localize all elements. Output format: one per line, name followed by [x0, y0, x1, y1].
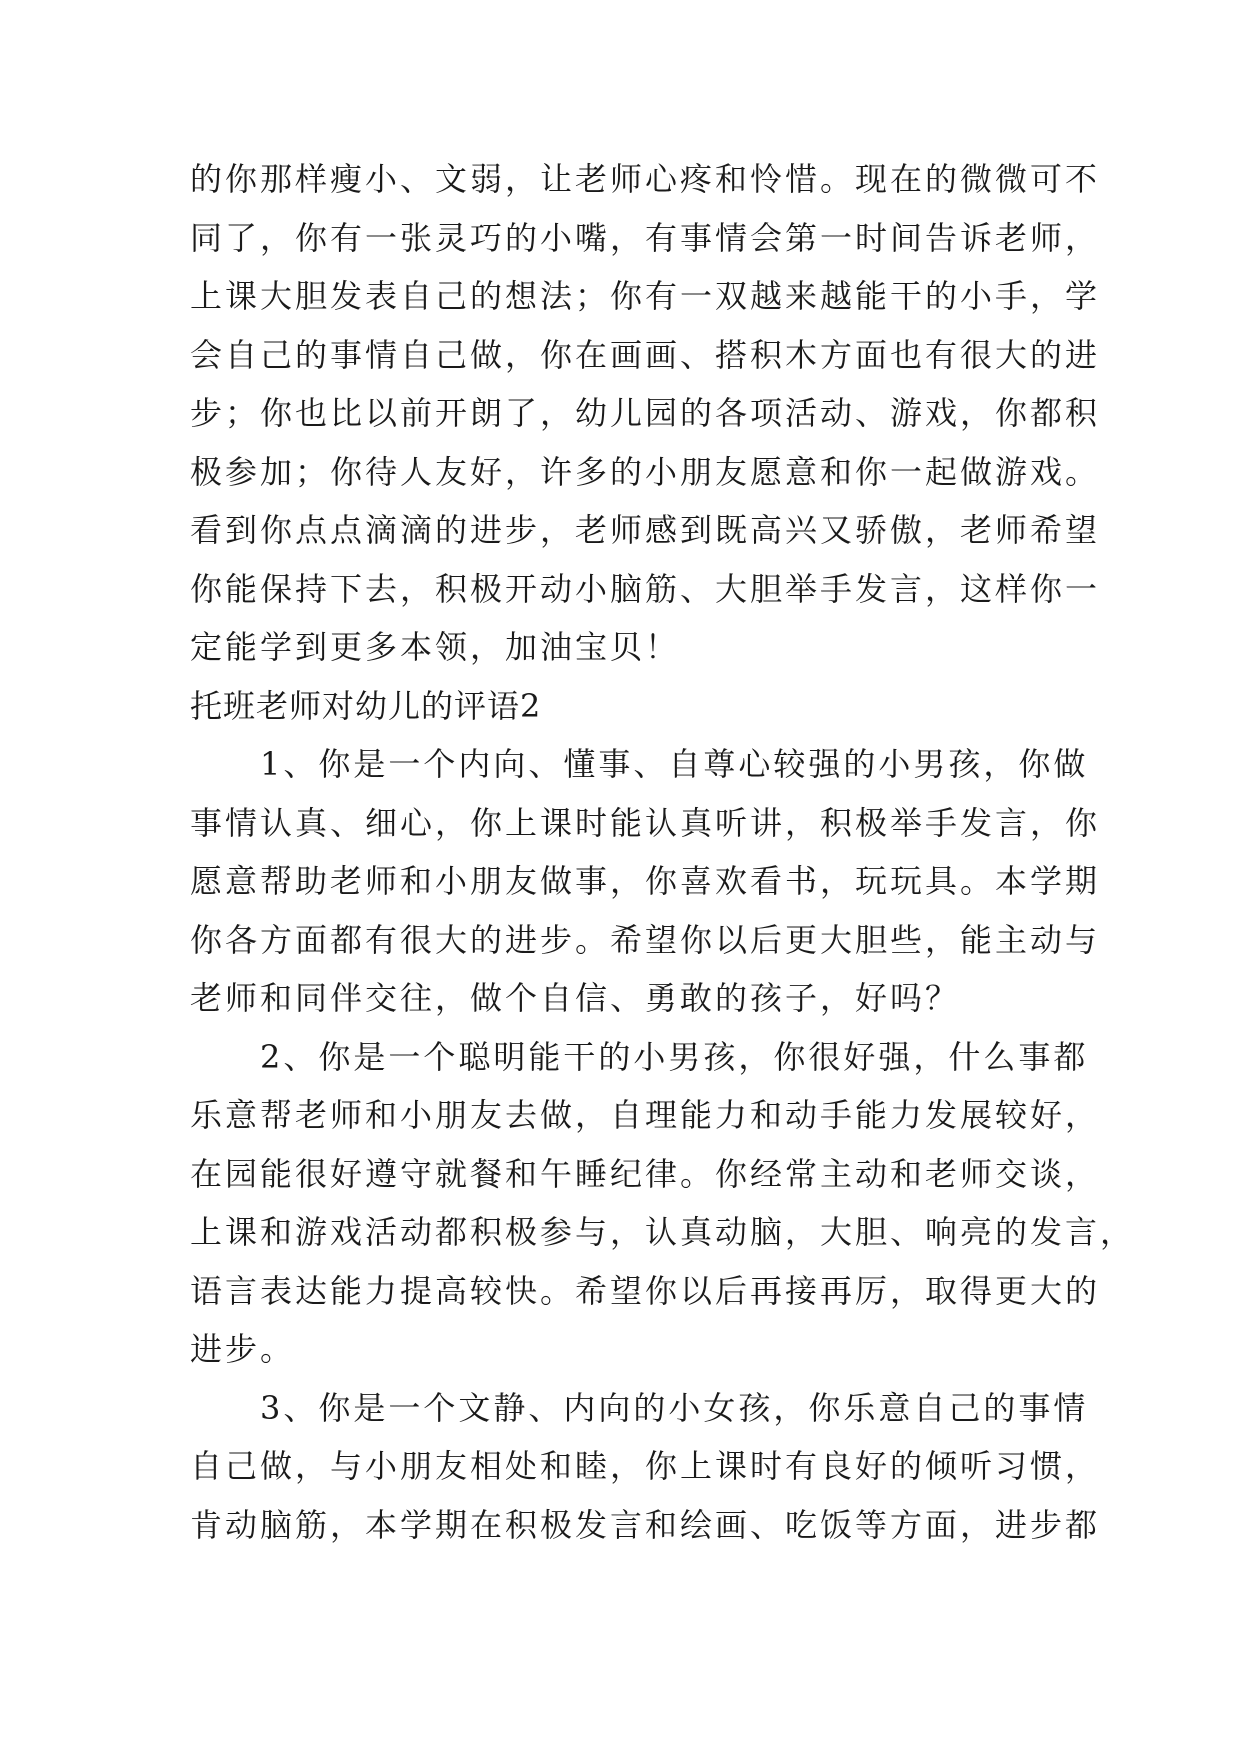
- text-line: 乐意帮老师和小朋友去做，自理能力和动手能力发展较好，: [190, 1096, 1101, 1134]
- text-line: 在园能很好遵守就餐和午睡纪律。你经常主动和老师交谈，: [190, 1154, 1101, 1193]
- paragraph-continued: [190, 150, 1101, 677]
- document-body: [190, 150, 1136, 1554]
- text-line: 1、你是一个内向、懂事、自尊心较强的小男孩，你做: [190, 745, 1089, 783]
- text-line: 进步。: [190, 1330, 296, 1368]
- text-line: 你能保持下去，积极开动小脑筋、大胆举手发言，这样你一: [190, 569, 1101, 608]
- text-line: 步；你也比以前开朗了，幼儿园的各项活动、游戏，你都积: [190, 394, 1101, 432]
- text-line: 肯动脑筋，本学期在积极发言和绘画、吃饭等方面，进步都: [190, 1505, 1101, 1544]
- text-line: 语言表达能力提高较快。希望你以后再接再厉，取得更大的: [190, 1271, 1101, 1310]
- text-line: 上课和游戏活动都积极参与，认真动脑，大胆、响亮的发言，: [190, 1213, 1136, 1251]
- text-line: 老师和同伴交往，做个自信、勇敢的孩子，好吗？: [190, 979, 961, 1017]
- text-line: 上课大胆发表自己的想法；你有一双越来越能干的小手，学: [190, 277, 1101, 315]
- text-line: 自己做，与小朋友相处和睦，你上课时有良好的倾听习惯，: [190, 1447, 1101, 1485]
- paragraph-1: [190, 735, 1101, 1028]
- text-line: 极参加；你待人友好，许多的小朋友愿意和你一起做游戏。: [190, 452, 1101, 491]
- section-heading: 托班老师对幼儿的评语2: [190, 686, 542, 725]
- text-line: 2、你是一个聪明能干的小男孩，你很好强，什么事都: [190, 1037, 1089, 1076]
- text-line: 事情认真、细心，你上课时能认真听讲，积极举手发言，你: [190, 803, 1101, 842]
- paragraph-2: [190, 1028, 1136, 1379]
- text-line: 同了，你有一张灵巧的小嘴，有事情会第一时间告诉老师，: [190, 218, 1101, 257]
- paragraph-3: [190, 1379, 1101, 1555]
- text-line: 定能学到更多本领，加油宝贝！: [190, 628, 681, 666]
- text-line: 会自己的事情自己做，你在画画、搭积木方面也有很大的进: [190, 335, 1101, 374]
- text-line: 的你那样瘦小、文弱，让老师心疼和怜惜。现在的微微可不: [190, 160, 1101, 198]
- text-line: 3、你是一个文静、内向的小女孩，你乐意自己的事情: [190, 1388, 1089, 1427]
- text-line: 愿意帮助老师和小朋友做事，你喜欢看书，玩玩具。本学期: [190, 862, 1101, 900]
- text-line: 看到你点点滴滴的进步，老师感到既高兴又骄傲，老师希望: [190, 511, 1101, 549]
- text-line: 你各方面都有很大的进步。希望你以后更大胆些，能主动与: [190, 920, 1101, 959]
